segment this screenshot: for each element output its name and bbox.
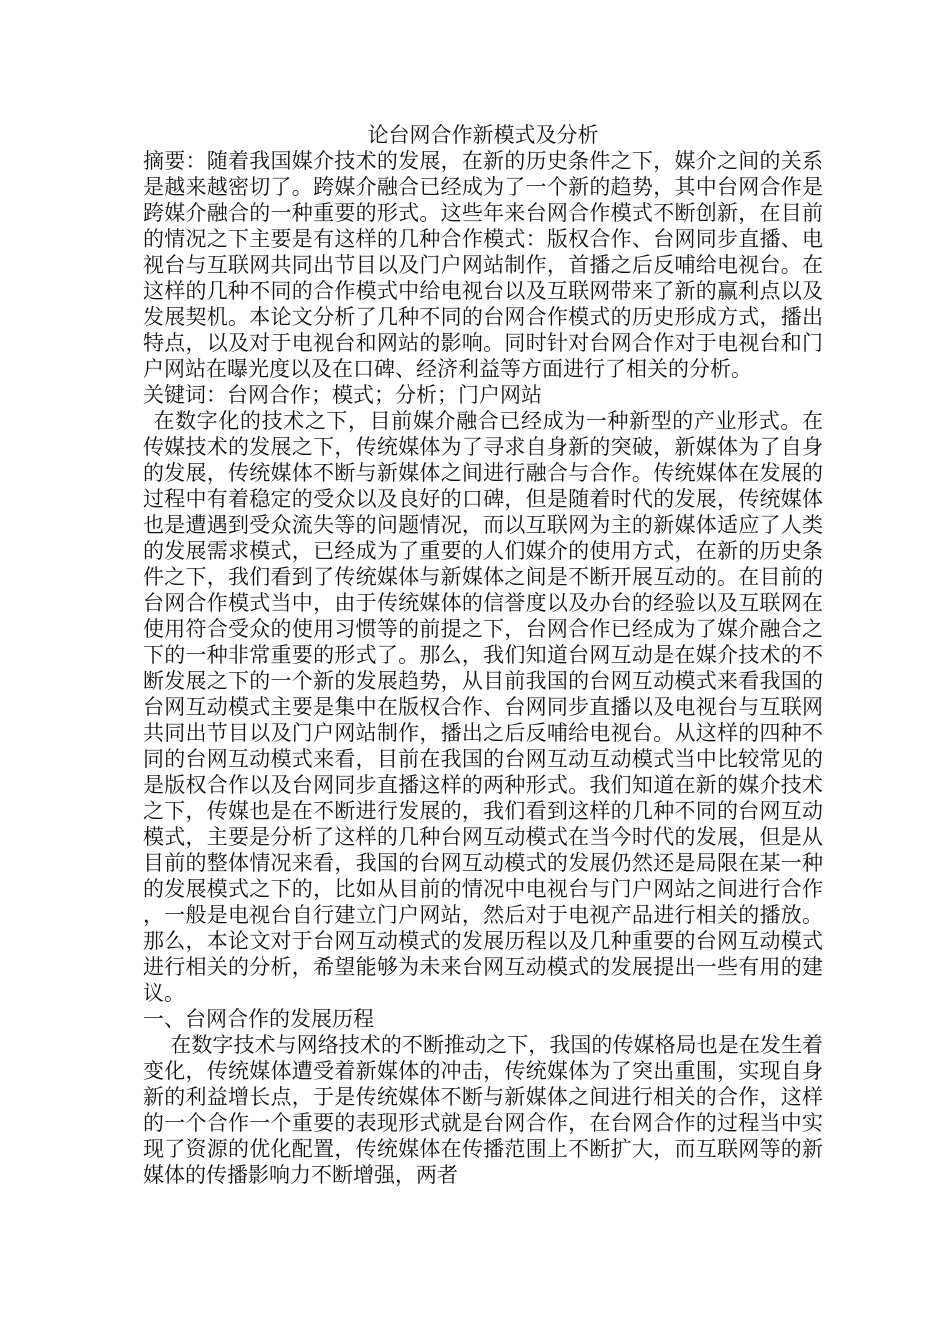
section-paragraph: 在数字技术与网络技术的不断推动之下，我国的传媒格局也是在发生着变化，传统媒体遭受着新媒体的冲击，传统媒体为了突出重围，实现自身新的利益增长点，于是传统媒体不断与新媒体之间进行相关的合作，这样的一个合作一个重要的表现形式就是台网合作，在台网合作的过程当中实现了资源的优化配置，传统媒体在传播范围上不断扩大，而互联网等的新媒体的传播影响力不断增强，两者 [143, 1033, 823, 1187]
introduction-paragraph: 在数字化的技术之下，目前媒介融合已经成为一种新型的产业形式。在传媒技术的发展之下，传统媒体为了寻求自身新的突破，新媒体为了自身的发展，传统媒体不断与新媒体之间进行融合与合作。传统媒体在发展的过程中有着稳定的受众以及良好的口碑，但是随着时代的发展，传统媒体也是遭遇到受众流失等的问题情况，而以互联网为主的新媒体适应了人类的发展需求模式，已经成为了重要的人们媒介的使用方式，在新的历史条件之下，我们看到了传统媒体与新媒体之间是不断开展互动的。在目前的台网合作模式当中，由于传统媒体的信誉度以及办台的经验以及互联网在使用符合受众的使用习惯等的前提之下，台网合作已经成为了媒介融合之下的一种非常重要的形式了。那么，我们知道台网互动是在媒介技术的不断发展之下的一个新的发展趋势，从目前我国的台网互动模式来看我国的台网互动模式主要是集中在版权合作、台网同步直播以及电视台与互联网共同出节目以及门户网站制作，播出之后反哺给电视台。从这样的四种不同的台网互动模式来看，目前在我国的台网互动互动模式当中比较常见的是版权合作以及台网同步直播这样的两种形式。我们知道在新的媒介技术之下，传媒也是在不断进行发展的，我们看到这样的几种不同的台网互动模式，主要是分析了这样的几种台网互动模式在当今时代的发展，但是从目前的整体情况来看，我国的台网互动模式的发展仍然还是局限在某一种的发展模式之下的，比如从目前的情况中电视台与门户网站之间进行合作，一般是电视台自行建立门户网站，然后对于电视产品进行相关的播放。那么，本论文对于台网互动模式的发展历程以及几种重要的台网互动模式进行相关的分析，希望能够为未来台网互动模式的发展提出一些有用的建议。 [143, 409, 823, 1005]
keywords-line: 关键词：台网合作；模式；分析；门户网站 [143, 383, 542, 407]
document-title: 论台网合作新模式及分析 [367, 123, 599, 147]
abstract-paragraph: 摘要：随着我国媒介技术的发展，在新的历史条件之下，媒介之间的关系是越来越密切了。跨媒介融合已经成为了一个新的趋势，其中台网合作是跨媒介融合的一种重要的形式。这些年来台网合作模式不断创新，在目前的情况之下主要是有这样的几种合作模式：版权合作、台网同步直播、电视台与互联网共同出节目以及门户网站制作，首播之后反哺给电视台。在这样的几种不同的合作模式中给电视台以及互联网带来了新的赢利点以及发展契机。本论文分析了几种不同的台网合作模式的历史形成方式，播出特点，以及对于电视台和网站的影响。同时针对台网合作对于电视台和门户网站在曝光度以及在口碑、经济利益等方面进行了相关的分析。 [143, 149, 823, 381]
section-heading: 一、台网合作的发展历程 [143, 1007, 374, 1031]
document-body [143, 122, 823, 1188]
